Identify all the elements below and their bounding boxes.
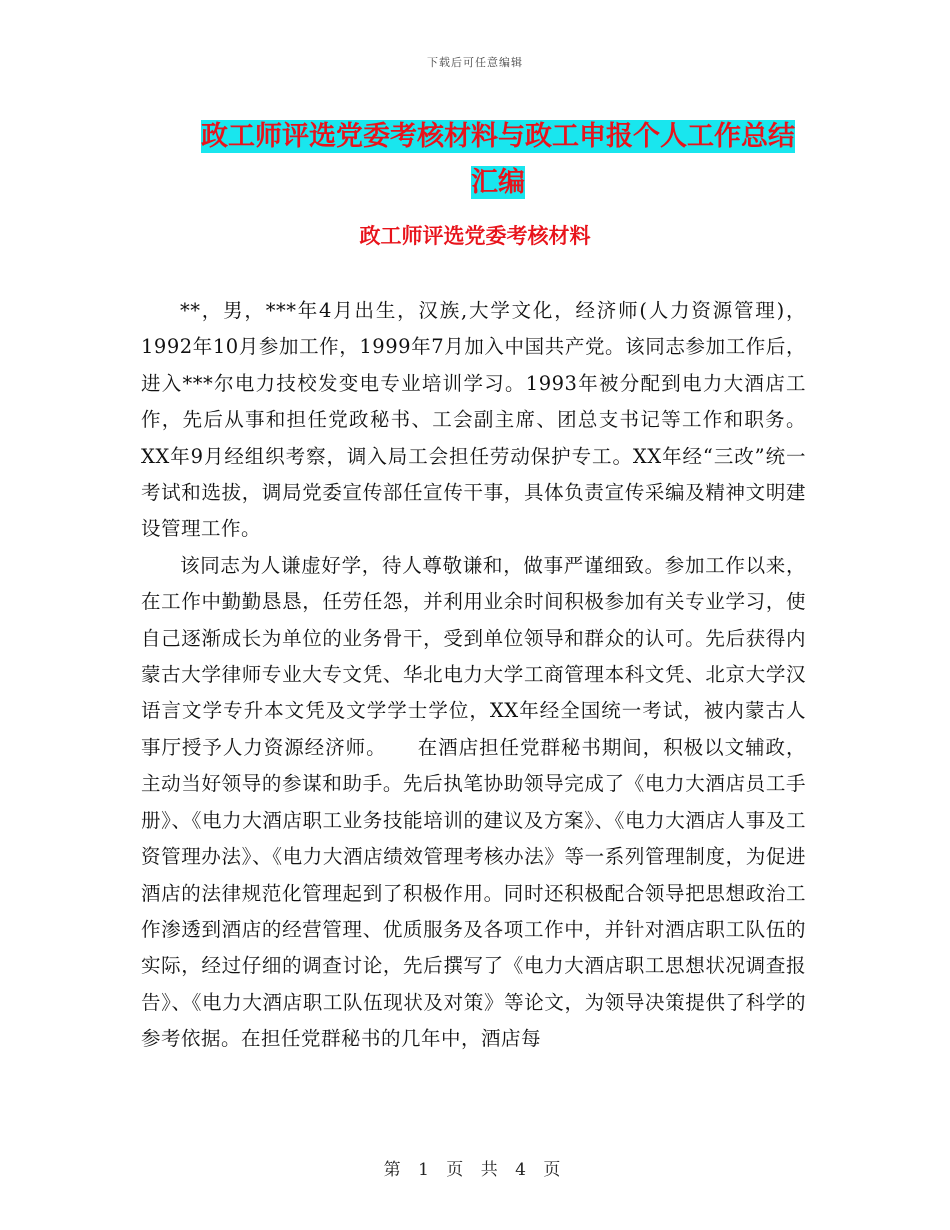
body-text bbox=[141, 293, 806, 1058]
document-title bbox=[192, 114, 804, 206]
section-title: 政工师评选党委考核材料 bbox=[359, 224, 591, 248]
header-note: 下载后可任意编辑 bbox=[427, 56, 523, 69]
document-title-text: 政工师评选党委考核材料与政工申报个人工作总结汇编 bbox=[201, 121, 795, 198]
paragraph: 该同志为人谦虚好学，待人尊敬谦和，做事严谨细致。参加工作以来，在工作中勤勤恳恳，任劳任怨，并利用业余时间积极参加有关专业学习，使自己逐渐成长为单位的业务骨干，受到单位领导和群众的认可。先后获得内蒙古大学律师专业大专文凭、华北电力大学工商管理本科文凭、北京大学汉语言文学专升本文凭及文学学士学位，XX年经全国统一考试，被内蒙古人事厅授予人力资源经济师。 在酒店担任党群秘书期间，积极以文辅政，主动当好领导的参谋和助手。先后执笔协助领导完成了《电力大酒店员工手册》、《电力大酒店职工业务技能培训的建议及方案》、《电力大酒店人事及工资管理办法》、《电力大酒店绩效管理考核办法》等一系列管理制度，为促进酒店的法律规范化管理起到了积极作用。同时还积极配合领导把思想政治工作渗透到酒店的经营管理、优质服务及各项工作中，并针对酒店职工队伍的实际，经过仔细的调查讨论，先后撰写了《电力大酒店职工思想状况调查报告》、《电力大酒店职工队伍现状及对策》等论文，为领导决策提供了科学的参考依据。在担任党群秘书的几年中，酒店每 bbox=[141, 553, 806, 1051]
paragraph: **，男，***年4月出生，汉族,大学文化，经济师(人力资源管理)，1992年10月参加工作，1999年7月加入中国共产党。该同志参加工作后，进入***尔电力技校发变电专业培训学习。1993年被分配到电力大酒店工作，先后从事和担任党政秘书、工会副主席、团总支书记等工作和职务。XX年9月经组织考察，调入局工会担任劳动保护专工。XX年经“三改”统一考试和选拔，调局党委宣传部任宣传干事，具体负责宣传采编及精神文明建设管理工作。 bbox=[141, 299, 806, 541]
page-footer: 第 1 页 共 4 页 bbox=[383, 1160, 567, 1180]
